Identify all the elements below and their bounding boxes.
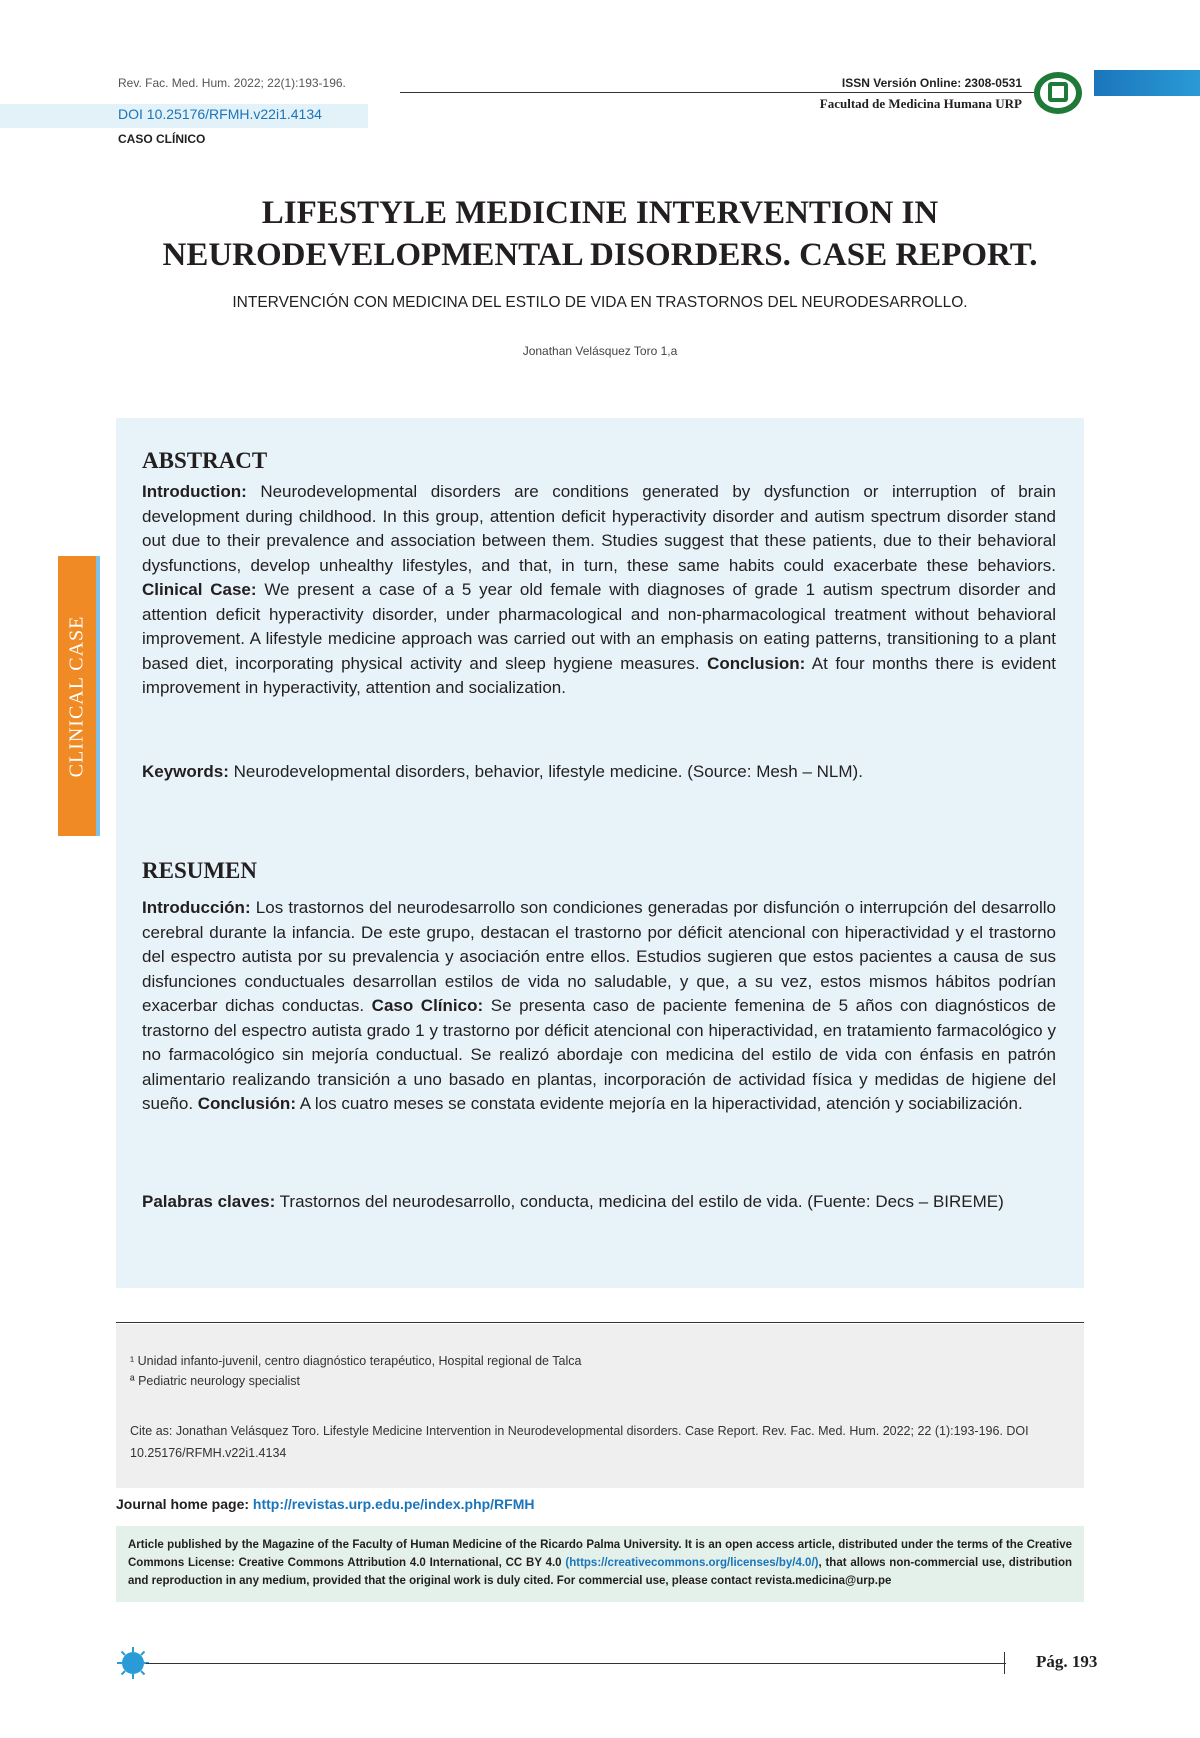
side-label <box>58 556 96 836</box>
section-label: CASO CLÍNICO <box>118 132 206 146</box>
resumen-conclusion-text: A los cuatro meses se constata evidente mejoría en la hiperactividad, atención y sociabilización. <box>295 1094 1023 1113</box>
footer-rule <box>146 1663 1006 1664</box>
page-number: Pág. 193 <box>1036 1652 1098 1671</box>
faculty-label: Facultad de Medicina Humana URP <box>819 96 1022 111</box>
header-rule <box>400 92 1040 93</box>
article-title <box>80 192 1120 276</box>
footer-tick <box>1004 1652 1005 1674</box>
resumen-intro-text: Los trastornos del neurodesarrollo son condiciones generadas por disfunción o interrupción del desarrollo cerebral durante la infancia. De este grupo, destacan el trastorno por déficit atencional con hiperactividad y el trastorno del espectro autista por su prevalencia y asociación entre ellos. Estudios sugieren que estos pacientes a causa de sus disfunciones conductuales desarrollan estilos de vida no saludable, y que, a su vez, estos mismos hábitos podrían exacerbar dichas conductas. <box>142 898 1056 1015</box>
citation: Cite as: Jonathan Velásquez Toro. Lifestyle Medicine Intervention in Neurodevelopmental disorders. Case Report. Rev. Fac. Med. Hum. 2022; 22 (1):193-196. DOI 10.25176/RFMH.v22i1.4134 <box>130 1424 1029 1460</box>
abstract-case-label: Clinical Case: <box>142 580 257 599</box>
palabras-claves-label: Palabras claves: <box>142 1192 276 1211</box>
footnote-rule <box>116 1322 1084 1323</box>
abstract-case-text: We present a case of a 5 year old female with diagnoses of grade 1 autism spectrum disorder and attention deficit hyperactivity disorder, under pharmacological and non-pharmacological treatment without behavioral improvement. A lifestyle medicine approach was carried out with an emphasis on eating patterns, transitioning to a plant based diet, incorporating physical activity and sleep hygiene measures. <box>142 580 1056 673</box>
journal-homepage <box>116 1496 535 1512</box>
homepage-link[interactable]: http://revistas.urp.edu.pe/index.php/RFMH <box>252 1496 535 1512</box>
keywords-label: Keywords: <box>142 762 229 781</box>
journal-reference: Rev. Fac. Med. Hum. 2022; 22(1):193-196. <box>118 76 346 90</box>
resumen-keywords <box>142 1190 1056 1215</box>
resumen-case-label: Caso Clínico: <box>371 996 484 1015</box>
sun-ornament-icon <box>116 1646 150 1680</box>
resumen-case-text: Se presenta caso de paciente femenina de 5 años con diagnósticos de trastorno del espectro autista grado 1 y trastorno por déficit atencional con hiperactividad, en tratamiento farmacológico y no farmacológico sin mejoría conductual. Se realizó abordaje con medicina del estilo de vida con énfasis en patrón alimentario realizando transición a uno basado en plantas, incorporación de actividad física y medidas de higiene del sueño. <box>142 996 1057 1113</box>
abstract-intro-label: Introduction: <box>142 482 247 501</box>
issn-label: ISSN Versión Online: 2308-0531 <box>841 76 1022 90</box>
side-tab-edge <box>96 556 100 836</box>
license-box <box>116 1526 1084 1602</box>
abstract-body <box>142 480 1056 701</box>
doi-link[interactable]: DOI 10.25176/RFMH.v22i1.4134 <box>118 106 322 122</box>
resumen-intro-label: Introducción: <box>142 898 251 917</box>
license-text <box>128 1536 1072 1590</box>
header-accent-bar <box>1094 70 1200 96</box>
title-line-2: NEURODEVELOPMENTAL DISORDERS. CASE REPORT. <box>162 237 1038 273</box>
title-line-1: LIFESTYLE MEDICINE INTERVENTION IN <box>261 195 939 231</box>
palabras-claves-text: Trastornos del neurodesarrollo, conducta, medicina del estilo de vida. (Fuente: Decs – BIREME) <box>275 1192 1004 1211</box>
abstract-box <box>116 418 1084 1288</box>
resumen-heading: RESUMEN <box>142 858 258 883</box>
article-subtitle: INTERVENCIÓN CON MEDICINA DEL ESTILO DE VIDA EN TRASTORNOS DEL NEURODESARROLLO. <box>232 294 968 311</box>
homepage-label: Journal home page: <box>116 1496 250 1512</box>
footnote-affiliation: ¹ Unidad infanto-juvenil, centro diagnóstico terapéutico, Hospital regional de Talca <box>130 1354 582 1368</box>
license-text-b: , that allows non-commercial use, distribution and reproduction in any medium, provided that the original work is duly cited. For commercial use, please contact revista.medicina@urp.pe <box>128 1557 1072 1587</box>
resumen-conclusion-label: Conclusión: <box>197 1094 296 1113</box>
abstract-conclusion-text: At four months there is evident improvement in hyperactivity, attention and socialization. <box>142 653 1057 697</box>
footnote-box <box>116 1324 1084 1488</box>
license-link[interactable]: (https://creativecommons.org/licenses/by/4.0/) <box>565 1557 819 1569</box>
keywords-text: Neurodevelopmental disorders, behavior, lifestyle medicine. (Source: Mesh – NLM). <box>228 762 863 781</box>
abstract-keywords <box>142 760 1056 785</box>
footnote-specialty: ª Pediatric neurology specialist <box>130 1374 300 1388</box>
abstract-heading: ABSTRACT <box>142 448 268 473</box>
resumen-body <box>142 896 1056 1117</box>
abstract-intro-text: Neurodevelopmental disorders are conditions generated by dysfunction or interruption of brain development during childhood. In this group, attention deficit hyperactivity disorder and autism spectrum disorder stand out due to their prevalence and association between them. Studies suggest that these patients, due to their behavioral dysfunctions, develop unhealthy lifestyles, and that, in turn, these same habits could exacerbate these behaviors. <box>142 482 1056 575</box>
abstract-conclusion-label: Conclusion: <box>707 653 806 673</box>
faculty-seal-icon <box>1032 70 1084 116</box>
license-text-a: Article published by the Magazine of the Faculty of Human Medicine of the Ricardo Palma University. It is an open access article, distributed under the terms of the Creative Commons License: Creative Commons Attribution 4.0 International, CC BY 4.0 <box>128 1539 1072 1569</box>
side-label-text: CLINICAL CASE <box>65 615 88 777</box>
author-line: Jonathan Velásquez Toro 1,a <box>522 344 678 358</box>
